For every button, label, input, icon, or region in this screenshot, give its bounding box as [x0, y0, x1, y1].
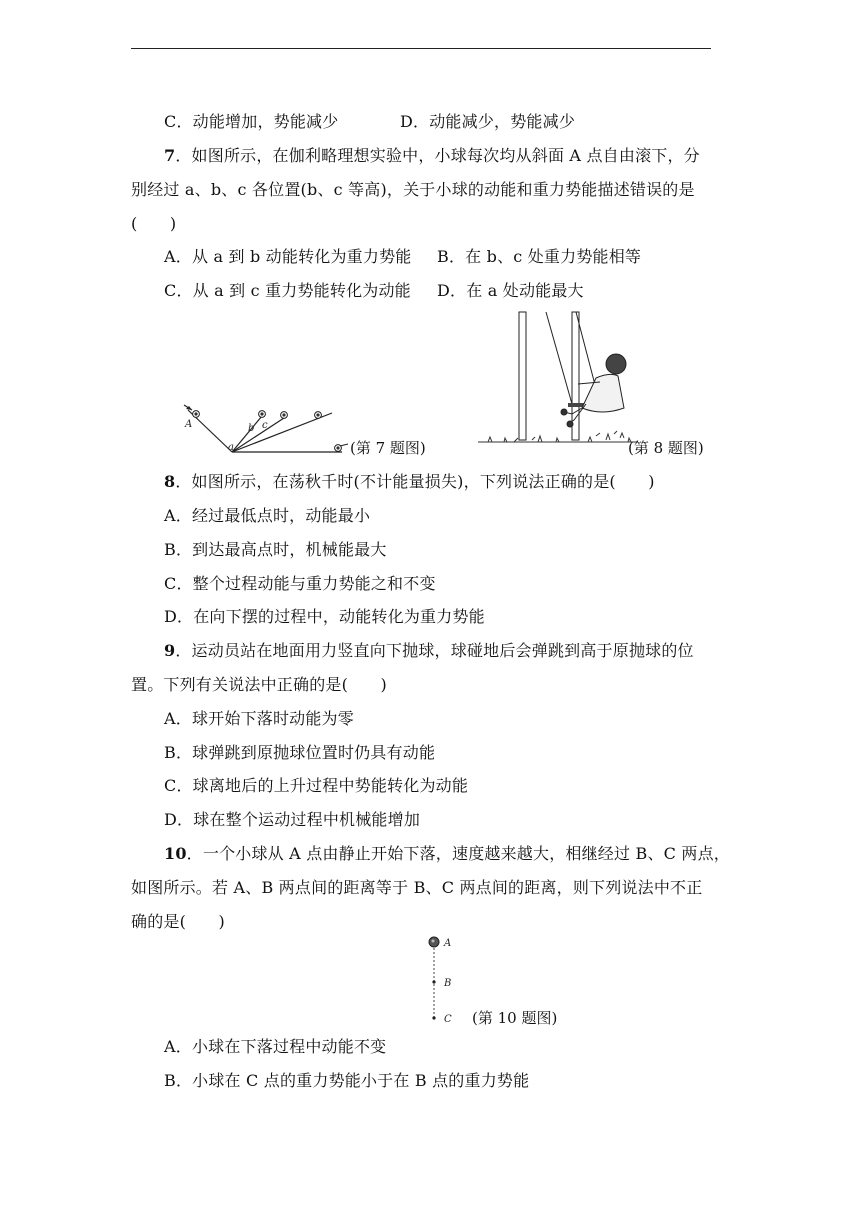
label-a: a — [228, 442, 234, 453]
q7-option-b[interactable]: B．在 b、c 处重力势能相等 — [437, 247, 642, 266]
q10-stem-line2: 如图所示。若 A、B 两点间的距离等于 B、C 两点间的距离，则下列说法中不正 — [131, 878, 703, 897]
q9-option-b[interactable]: B．球弹跳到原抛球位置时仍具有动能 — [164, 743, 436, 762]
q8-option-d[interactable]: D．在向下摆的过程中，动能转化为重力势能 — [164, 607, 485, 626]
label-c: c — [262, 420, 268, 431]
q10-figure — [420, 934, 460, 1026]
q6-option-c[interactable]: C．动能增加，势能减少 — [164, 112, 339, 131]
q8-figure — [478, 312, 638, 452]
q6-option-d[interactable]: D．动能减少，势能减少 — [400, 112, 576, 131]
q10-stem-line3: 确的是( ) — [131, 912, 225, 931]
label-C: C — [444, 1014, 452, 1025]
q8-option-b[interactable]: B．到达最高点时，机械能最大 — [164, 540, 387, 559]
q10-option-b[interactable]: B．小球在 C 点的重力势能小于在 B 点的重力势能 — [164, 1071, 530, 1090]
point-C — [432, 1016, 435, 1019]
q9-number: 9 — [164, 641, 176, 660]
q10-number: 10 — [164, 844, 187, 863]
q8-stem: 8．如图所示，在荡秋千时(不计能量损失)，下列说法正确的是( ) — [164, 472, 655, 491]
label-A: A — [185, 419, 193, 430]
ground-grass — [478, 431, 638, 442]
q7-option-c[interactable]: C．从 a 到 c 重力势能转化为动能 — [164, 281, 411, 300]
point-B — [432, 980, 435, 983]
q9-option-c[interactable]: C．球离地后的上升过程中势能转化为动能 — [164, 776, 469, 795]
label-b: b — [248, 423, 255, 434]
label-A: A — [444, 938, 452, 949]
q7-number: 7 — [164, 146, 176, 165]
q7-figure-caption: (第 7 题图) — [350, 439, 426, 457]
q7-stem-line3: ( ) — [131, 214, 177, 233]
q8-option-c[interactable]: C．整个过程动能与重力势能之和不变 — [164, 574, 436, 593]
q9-option-d[interactable]: D．球在整个运动过程中机械能增加 — [164, 810, 421, 829]
swing-rope-front — [546, 312, 572, 404]
label-B: B — [444, 978, 452, 989]
q10-option-a[interactable]: A．小球在下落过程中动能不变 — [164, 1037, 387, 1056]
q7-stem-line2: 别经过 a、b、c 各位置(b、c 等高)，关于小球的动能和重力势能描述错误的是 — [131, 180, 695, 199]
q8-option-a[interactable]: A．经过最低点时，动能最小 — [164, 506, 371, 525]
q7-option-a[interactable]: A．从 a 到 b 动能转化为重力势能 — [164, 247, 412, 266]
girl-figure — [561, 354, 626, 427]
q9-stem-line1: 9．运动员站在地面用力竖直向下抛球，球碰地后会弹跳到高于原抛球的位 — [164, 641, 694, 660]
q10-figure-caption: (第 10 题图) — [472, 1009, 558, 1027]
header-rule — [131, 48, 711, 49]
q7-stem-line1: 7．如图所示，在伽利略理想实验中，小球每次均从斜面 A 点自由滚下，分 — [164, 146, 700, 165]
q9-option-a[interactable]: A．球开始下落时动能为零 — [164, 709, 354, 728]
swing-pole-left — [519, 312, 526, 440]
q9-stem-line2: 置。下列有关说法中正确的是( ) — [131, 675, 387, 694]
q8-number: 8 — [164, 472, 176, 491]
q8-figure-caption: (第 8 题图) — [628, 439, 704, 457]
q10-stem-line1: 10．一个小球从 A 点由静止开始下落，速度越来越大，相继经过 B、C 两点， — [164, 844, 730, 863]
q7-option-d[interactable]: D．在 a 处动能最大 — [437, 281, 584, 300]
